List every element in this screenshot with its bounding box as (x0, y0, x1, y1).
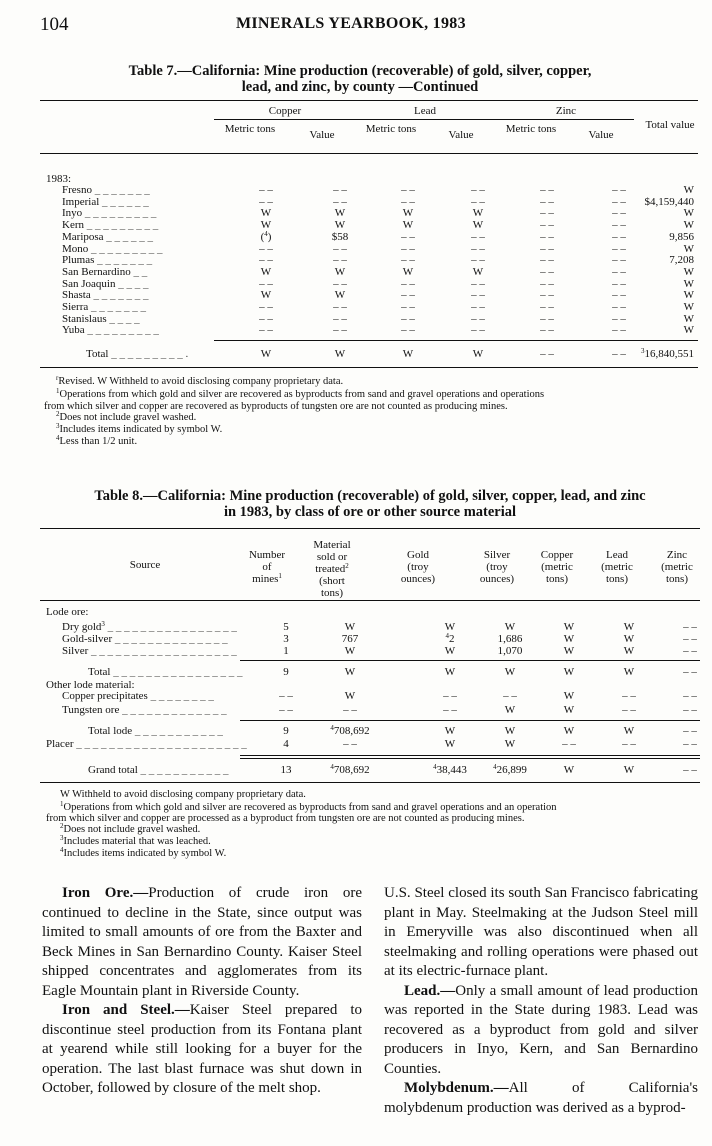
table8-row-label: Gold-silver _ _ _ _ _ _ _ _ _ _ _ _ _ _ (62, 633, 228, 645)
table8-bottom-rule (40, 782, 700, 783)
table7-subheader: Value (309, 129, 335, 141)
table8-top-rule (40, 528, 700, 529)
table7-caption-line2: lead, and zinc, by county —Continued (241, 79, 479, 95)
table8-row-label: Grand total _ _ _ _ _ _ _ _ _ _ _ (88, 764, 229, 776)
table7-total-value: W (683, 219, 694, 232)
table8-cell: W (623, 764, 635, 776)
table7-cell: – – (612, 184, 626, 196)
table8-cell: W (344, 690, 356, 702)
table7-grand-total: $^3$16,840,551 (641, 347, 694, 360)
page-number: 104 (40, 14, 69, 35)
table8-cell: – – (683, 704, 697, 716)
table8-header-rule (40, 600, 700, 601)
table7-cell: – – (612, 230, 626, 243)
running-head: MINERALS YEARBOOK, 1983 (236, 15, 466, 32)
body-paragraph: U.S. Steel closed its south San Francisco fabricating plant in May. Steelmaking at the Judson Steel mill in Emeryville was also discontinued when all steelmaking and rolling operations were phased out at its electric-furnace plant. (384, 885, 698, 979)
table7-footnote: $^4$Less than 1/2 unit. (56, 434, 138, 447)
table7-cell: – – (540, 312, 554, 325)
table8-cell: W (504, 738, 516, 750)
table7-cell: – – (471, 184, 485, 196)
table7-total-value: W (683, 207, 694, 220)
table7-county-label: Kern _ _ _ _ _ _ _ _ _ (62, 219, 159, 232)
table7-cell: W (334, 289, 346, 302)
table7-cell: – – (333, 242, 347, 255)
table8-cell: – – (683, 690, 697, 702)
table7-cell: – – (259, 312, 273, 325)
table8-header-copper: tons) (546, 573, 568, 585)
table7-cell: – – (471, 324, 485, 337)
table7-cell: W (334, 265, 346, 278)
table7-cell: W (260, 265, 272, 278)
table8-cell: W (623, 645, 635, 657)
table7-cell: – – (540, 301, 554, 313)
table7-cell: – – (612, 312, 626, 325)
body-right-column (384, 884, 698, 1118)
table7-cell: – – (612, 324, 626, 337)
table8-footnote: $^4$Includes items indicated by symbol W. (60, 846, 227, 859)
table7-cell: W (472, 207, 484, 220)
table7-footnote: $^r$Revised. W Withheld to avoid disclosing company proprietary data. (56, 374, 344, 387)
table8-header-zinc: (metric (661, 561, 693, 573)
table7-cell: – – (259, 184, 273, 196)
table8-cell: 5 (283, 621, 289, 633)
body-paragraph: Iron Ore.—Production of crude iron ore continued to decline in the State, since output was limited to small amounts of ore from the Baxter and Beck Mines in San Bernardino County. Kaiser Steel shipped concentrates and agglomerates from its Eagle Mountain plant in Riverside County. (42, 885, 362, 999)
table8-cell: W (504, 621, 516, 633)
table8-cell: W (563, 764, 575, 776)
table8-row-label: Dry gold$^3$ _ _ _ _ _ _ _ _ _ _ _ _ _ _ _ _ (62, 620, 237, 633)
table7-cell: $58 (331, 230, 349, 243)
table7-cell: – – (612, 265, 626, 278)
table8-header-silver: (troy (486, 561, 508, 573)
table7-cell: – – (612, 301, 626, 313)
table8-cell: – – (343, 704, 357, 716)
table7-cell: – – (540, 242, 554, 255)
table7-year-label: 1983: (46, 173, 72, 185)
table7-county-label: Shasta _ _ _ _ _ _ _ (62, 289, 149, 302)
table8-row-label: Total lode _ _ _ _ _ _ _ _ _ _ _ (88, 725, 223, 737)
table7-total-value: W (683, 324, 694, 337)
table7-cell: – – (540, 324, 554, 337)
table7-county-label: Sierra _ _ _ _ _ _ _ (62, 301, 147, 313)
table8-header-copper: Copper (540, 549, 574, 561)
table8-footnote: $^1$Operations from which gold and silver are recovered as byproducts from sand and gravel operations and an operation (60, 800, 557, 813)
table8-cell: W (623, 725, 635, 737)
table8-cell: $^4$708,692 (330, 724, 370, 737)
table7-total-value: W (683, 265, 694, 278)
table7-total-value: $4,159,440 (644, 195, 694, 208)
table7-total-cell: W (402, 348, 414, 360)
table7-total-value: W (683, 301, 694, 313)
table7-cell: W (472, 219, 484, 232)
table8-header-lead: Lead (606, 549, 628, 561)
table8-header-source: Source (129, 559, 161, 571)
table8-cell: W (444, 621, 456, 633)
table8-cell: W (344, 666, 356, 678)
table7-cell: – – (471, 242, 485, 255)
table7-cell: – – (259, 301, 273, 313)
table7-total-value: 9,856 (669, 230, 694, 243)
table7-total-cell: W (260, 348, 272, 360)
table7-total-cell: – – (540, 348, 554, 360)
table7-top-rule (40, 100, 698, 101)
table7-total-value: W (683, 277, 694, 290)
table7-total-row-label: Total _ _ _ _ _ _ _ _ _ . (86, 348, 189, 360)
table8-cell: – – (683, 738, 697, 750)
table7-total-cell: W (472, 348, 484, 360)
table7-county-label: Yuba _ _ _ _ _ _ _ _ _ (62, 324, 159, 337)
table8-cell: 4 (283, 738, 289, 750)
table7-cell: – – (540, 265, 554, 278)
table7-cell: W (402, 207, 414, 220)
table7-group-header-lead: Lead (414, 105, 436, 117)
table8-row-label: Silver _ _ _ _ _ _ _ _ _ _ _ _ _ _ _ _ _ _ (62, 645, 237, 657)
table8-cell: W (444, 666, 456, 678)
table8-header-zinc: Zinc (666, 549, 688, 561)
table8-header-lead: tons) (606, 573, 628, 585)
table7-total-rule (214, 340, 698, 341)
table8-cell: – – (279, 690, 293, 702)
table8-cell: W (623, 666, 635, 678)
table8-row-label: Total _ _ _ _ _ _ _ _ _ _ _ _ _ _ _ _ (88, 666, 243, 678)
table8-cell: W (504, 666, 516, 678)
table8-header-silver: ounces) (479, 573, 515, 585)
table8-cell: W (563, 690, 575, 702)
table7-cell: – – (259, 242, 273, 255)
table7-cell: W (402, 219, 414, 232)
table7-cell: – – (540, 207, 554, 220)
table8-cell: 767 (341, 633, 359, 645)
table7-cell: W (260, 289, 272, 302)
table8-row-label: Copper precipitates _ _ _ _ _ _ _ _ (62, 690, 214, 702)
table8-header-lead: (metric (601, 561, 633, 573)
table8-cell: – – (562, 738, 576, 750)
table7-footnote: $^3$Includes items indicated by symbol W. (56, 422, 223, 435)
table7-county-label: Fresno _ _ _ _ _ _ _ (62, 184, 150, 196)
table8-row-label: Placer _ _ _ _ _ _ _ _ _ _ _ _ _ _ _ _ _ _ _ _ _ (46, 738, 247, 750)
table7-cell: – – (333, 254, 347, 267)
table8-cell: – – (683, 621, 697, 633)
table8-cell: $^4$26,899 (493, 763, 527, 776)
table8-header-material: (short (319, 575, 345, 587)
table7-cell: W (334, 207, 346, 220)
table7-cell: – – (259, 195, 273, 208)
table8-cell: – – (683, 645, 697, 657)
table7-group-rule (214, 119, 634, 120)
table7-cell: – – (612, 242, 626, 255)
table8-header-gold: ounces) (400, 573, 436, 585)
body-paragraph: Iron and Steel.—Kaiser Steel prepared to discontinue steel production from its Fontana plant at yearend while still looking for a buyer for the operation. The last blast furnace was shut down in October, followed by closure of the melt shop. (42, 1002, 362, 1096)
table8-header-mines: Number (248, 549, 286, 561)
table8-cell: 3 (283, 633, 289, 645)
table7-cell: – – (259, 254, 273, 267)
table7-cell: – – (471, 254, 485, 267)
table7-cell: – – (333, 184, 347, 196)
table8-row-label: Tungsten ore _ _ _ _ _ _ _ _ _ _ _ _ _ (62, 704, 227, 716)
table8-cell: W (563, 633, 575, 645)
table8-subtotal-rule-1 (240, 660, 700, 661)
table8-header-mines: mines$^1$ (252, 572, 282, 585)
table8-caption-line1: Table 8.—California: Mine production (recoverable) of gold, silver, copper, lead, and zinc (94, 488, 646, 504)
table7-cell: – – (401, 242, 415, 255)
table7-cell: – – (401, 277, 415, 290)
table8-cell: – – (443, 690, 457, 702)
table8-cell: W (623, 633, 635, 645)
table7-cell: – – (471, 289, 485, 302)
table7-cell: – – (540, 195, 554, 208)
table7-subheader: Value (448, 129, 474, 141)
table8-caption (40, 488, 700, 520)
table8-footnote: from which silver and copper are processed as a byproduct from tungsten ore are not counted as producing mines. (46, 813, 525, 824)
table7-subheader: Metric tons (365, 123, 417, 135)
table8-footnote: $^2$Does not include gravel washed. (60, 822, 201, 835)
table7-group-header-zinc: Zinc (555, 105, 577, 117)
table7-cell: – – (401, 230, 415, 243)
table7-cell: W (334, 219, 346, 232)
table7-total-header: Total value (645, 119, 695, 131)
table8-header-silver: Silver (483, 549, 511, 561)
table8-header-material: sold or (316, 551, 348, 563)
table7-cell: W (472, 265, 484, 278)
table7-cell: – – (471, 312, 485, 325)
table7-cell: W (260, 219, 272, 232)
table7-cell: – – (612, 277, 626, 290)
table7-cell: – – (401, 184, 415, 196)
table7-cell: – – (401, 301, 415, 313)
table7-caption (40, 63, 680, 95)
table7-county-label: Imperial _ _ _ _ _ _ (62, 195, 149, 208)
table7-total-value: W (683, 242, 694, 255)
table7-cell: – – (401, 195, 415, 208)
body-paragraph: Lead.—Only a small amount of lead production was reported in the State during 1983. Lead was recovered as a byproduct from gold and silver producers in Inyo, Kern, and San Bernardino Counties. (384, 982, 698, 1077)
table8-cell: – – (622, 704, 636, 716)
table7-total-cell: – – (612, 348, 626, 360)
table8-cell: W (563, 704, 575, 716)
table7-cell: – – (540, 254, 554, 267)
table7-cell: – – (401, 289, 415, 302)
table8-cell: – – (343, 738, 357, 750)
table8-footnote: W Withheld to avoid disclosing company proprietary data. (60, 789, 306, 800)
table7-cell: – – (612, 254, 626, 267)
table7-cell: W (402, 265, 414, 278)
table7-footnote: $^1$Operations from which gold and silver are recovered as byproducts from sand and gravel operations and operations (56, 387, 545, 400)
table7-footnote: $^2$Does not include gravel washed. (56, 410, 197, 423)
table7-cell: – – (612, 219, 626, 232)
table8-cell: W (444, 645, 456, 657)
table8-cell: W (563, 621, 575, 633)
table8-cell: – – (683, 633, 697, 645)
table8-cell: – – (683, 725, 697, 737)
table7-header-rule (40, 153, 698, 154)
table7-county-label: San Joaquin _ _ _ _ (62, 277, 149, 290)
table8-cell: W (344, 621, 356, 633)
table7-cell: – – (333, 277, 347, 290)
table8-cell: W (563, 725, 575, 737)
table8-header-gold: Gold (407, 549, 429, 561)
table8-cell: W (444, 738, 456, 750)
table8-cell: 1 (283, 645, 289, 657)
table7-subheader: Value (588, 129, 614, 141)
table7-cell: – – (540, 289, 554, 302)
table8-header-mines: of (262, 561, 272, 573)
table7-cell: – – (333, 195, 347, 208)
table7-cell: – – (333, 324, 347, 337)
table7-footnote: from which silver and copper are recovered as byproducts of tungsten ore are not counted as producing mines. (44, 401, 508, 412)
table8-cell: W (623, 621, 635, 633)
table8-caption-line2: in 1983, by class of ore or other source material (223, 504, 517, 520)
table8-cell: – – (279, 704, 293, 716)
body-paragraph: Molybdenum.—All of California's molybdenum production was derived as a byprod- (384, 1080, 698, 1116)
table8-header-zinc: tons) (666, 573, 688, 585)
table7-cell: – – (401, 254, 415, 267)
table7-cell: – – (259, 277, 273, 290)
table8-cell: W (504, 704, 516, 716)
table8-cell: 1,686 (497, 633, 523, 645)
table7-caption-line1: Table 7.—California: Mine production (recoverable) of gold, silver, copper, (128, 63, 592, 79)
table7-total-value: W (683, 289, 694, 302)
table8-cell: 9 (283, 666, 289, 678)
table7-cell: – – (401, 312, 415, 325)
table8-cell: $^4$2 (445, 632, 455, 645)
table8-cell: W (504, 725, 516, 737)
table7-county-label: Plumas _ _ _ _ _ _ _ (62, 254, 153, 267)
table7-cell: W (260, 207, 272, 220)
table7-cell: – – (612, 289, 626, 302)
table7-total-value: W (683, 184, 694, 196)
table8-cell: – – (443, 704, 457, 716)
table7-total-cell: W (334, 348, 346, 360)
table8-subtotal-rule-2 (240, 720, 700, 721)
table8-cell: $^4$38,443 (433, 763, 467, 776)
table8-cell: 13 (280, 764, 292, 776)
table7-cell: – – (471, 195, 485, 208)
table8-row-label: Other lode material: (46, 679, 135, 691)
table8-cell: 1,070 (497, 645, 523, 657)
table8-header-copper: (metric (541, 561, 573, 573)
table7-cell: – – (540, 277, 554, 290)
table7-cell: – – (333, 312, 347, 325)
table7-group-header-copper: Copper (268, 105, 302, 117)
table7-cell: ($^4$) (260, 229, 272, 243)
table7-cell: – – (259, 324, 273, 337)
table7-cell: – – (401, 324, 415, 337)
table8-cell: W (563, 666, 575, 678)
table7-county-label: Stanislaus _ _ _ _ (62, 312, 140, 325)
table8-cell: W (563, 645, 575, 657)
table7-cell: – – (540, 184, 554, 196)
table8-cell: – – (683, 666, 697, 678)
table7-cell: – – (612, 207, 626, 220)
table7-cell: – – (540, 230, 554, 243)
table8-cell: 9 (283, 725, 289, 737)
table7-cell: – – (471, 277, 485, 290)
table8-grand-rule-b (240, 758, 700, 759)
table8-cell: W (344, 645, 356, 657)
table7-subheader: Metric tons (505, 123, 557, 135)
table8-row-label: Lode ore: (46, 606, 89, 618)
table7-county-label: Mariposa _ _ _ _ _ _ (62, 230, 154, 243)
table7-subheader: Metric tons (224, 123, 276, 135)
table8-grand-rule-a (240, 755, 700, 756)
table7-county-label: Inyo _ _ _ _ _ _ _ _ _ (62, 207, 157, 220)
table7-county-label: Mono _ _ _ _ _ _ _ _ _ (62, 242, 163, 255)
table8-cell: W (444, 725, 456, 737)
table7-cell: – – (540, 219, 554, 232)
table7-total-value: W (683, 312, 694, 325)
table8-header-gold: (troy (407, 561, 429, 573)
table7-cell: – – (333, 301, 347, 313)
table7-total-value: 7,208 (669, 254, 694, 267)
table7-bottom-rule (40, 367, 698, 368)
table8-header-material: Material (313, 539, 351, 551)
table7-cell: – – (471, 301, 485, 313)
table8-cell: – – (503, 690, 517, 702)
table8-cell: – – (683, 764, 697, 776)
table7-county-label: San Bernardino _ _ (62, 265, 148, 278)
table7-cell: – – (471, 230, 485, 243)
table8-header-material: treated$^2$ (315, 562, 349, 575)
table8-cell: – – (622, 738, 636, 750)
table8-cell: – – (622, 690, 636, 702)
table8-footnote: $^3$Includes material that was leached. (60, 834, 211, 847)
table8-cell: $^4$708,692 (330, 763, 370, 776)
body-left-column (42, 884, 362, 1099)
table8-header-material: tons) (321, 587, 343, 599)
table7-cell: – – (612, 195, 626, 208)
